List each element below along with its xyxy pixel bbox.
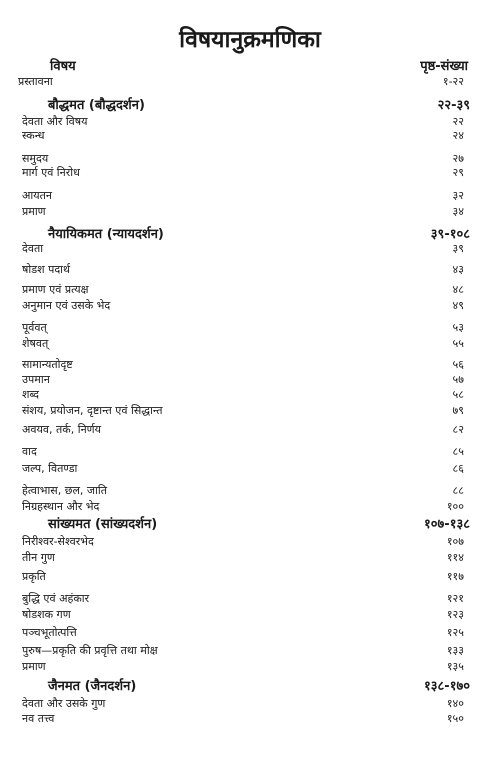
toc-entry-pages: २२ — [452, 115, 464, 128]
toc-entry-title: सामान्यतोदृष्ट — [22, 358, 73, 371]
toc-entry-title: नैयायिकमत (न्यायदर्शन) — [48, 227, 164, 242]
toc-entry-pages: २२-३९ — [437, 98, 470, 113]
toc-entry-title: प्रमाण — [22, 205, 46, 218]
toc-entry-pages: १०७-१३८ — [424, 517, 470, 532]
toc-entry — [0, 387, 500, 403]
toc-entry — [0, 204, 500, 220]
toc-entry-pages: २९ — [452, 166, 464, 179]
toc-entry — [0, 444, 500, 460]
toc-entry-pages: १३५ — [446, 660, 464, 673]
toc-entry-title: प्रस्तावना — [18, 75, 53, 88]
toc-entry-title: पुरुष—प्रकृति की प्रवृत्ति तथा मोक्ष — [22, 644, 158, 657]
toc-entry-title: वाद — [22, 445, 37, 458]
toc-entry — [0, 241, 500, 257]
toc-entry-title: हेत्वाभास, छल, जाति — [22, 484, 108, 497]
toc-entry-pages: १४० — [446, 697, 464, 710]
toc-entry-pages: ५८ — [452, 388, 464, 401]
toc-entry — [0, 188, 500, 204]
toc-entry-title: बुद्धि एवं अहंकार — [22, 592, 90, 605]
toc-entry — [0, 298, 500, 314]
toc-entry-title: अवयव, तर्क, निर्णय — [22, 423, 102, 436]
toc-entry-pages: २४ — [452, 129, 464, 142]
toc-entry-pages: ८५ — [452, 445, 464, 458]
toc-entry-pages: ३२ — [452, 189, 464, 202]
toc-entry — [0, 336, 500, 352]
toc-entry — [0, 403, 500, 419]
toc-entry-pages: ५३ — [452, 321, 464, 334]
toc-entry-pages: ५६ — [452, 358, 464, 371]
toc-entry-pages: ५७ — [452, 373, 464, 386]
toc-entry-pages: १०७ — [446, 535, 464, 548]
toc-entry-title: सांख्यमत (सांख्यदर्शन) — [48, 517, 158, 532]
toc-entry-pages: २७ — [452, 152, 464, 165]
toc-entry-title: शेषवत् — [22, 337, 49, 350]
toc-entry — [0, 696, 500, 712]
toc-entry — [0, 372, 500, 388]
toc-section-heading — [0, 97, 500, 115]
toc-entry-title: संशय, प्रयोजन, दृष्टान्त एवं सिद्धान्त — [22, 404, 163, 417]
toc-entry-pages: ११४ — [446, 551, 464, 564]
toc-entry-pages: ८२ — [452, 423, 464, 436]
toc-entry-pages: ११७ — [446, 570, 464, 583]
toc-entry-title: समुदय — [22, 152, 49, 165]
toc-section-heading — [0, 516, 500, 534]
toc-entry-pages: १३८-१७० — [424, 679, 470, 694]
toc-entry-title: षोडश पदार्थ — [22, 263, 71, 276]
toc-entry-title: उपमान — [22, 373, 50, 386]
toc-entry-title: शब्द — [22, 388, 39, 401]
toc-entry-title: प्रकृति — [22, 570, 46, 583]
toc-entry-title: प्रमाण एवं प्रत्यक्ष — [22, 283, 89, 296]
toc-entry-title: प्रमाण — [22, 660, 46, 673]
page-number-column-header: पृष्ठ-संख्या — [420, 59, 468, 74]
toc-entry-title: पूर्ववत् — [22, 321, 47, 334]
toc-entry-pages: ३९ — [452, 242, 464, 255]
toc-entry — [0, 357, 500, 373]
toc-entry-title: देवता और विषय — [22, 115, 88, 128]
toc-entry-pages: १-२२ — [442, 75, 464, 88]
toc-entry-pages: ४३ — [452, 263, 464, 276]
toc-entry-title: तीन गुण — [22, 551, 55, 564]
toc-entry — [0, 534, 500, 550]
toc-entry-title: नव तत्त्व — [22, 712, 55, 725]
toc-entry-title: जैनमत (जैनदर्शन) — [48, 679, 137, 694]
toc-entry-pages: ४९ — [452, 299, 464, 312]
page-title: विषयानुक्रमणिका — [179, 27, 321, 53]
toc-entry — [0, 625, 500, 641]
toc-entry — [0, 643, 500, 659]
toc-entry-title: आयतन — [22, 189, 52, 202]
toc-entry-pages: ७९ — [452, 404, 464, 417]
toc-entry — [0, 262, 500, 278]
toc-entry — [0, 320, 500, 336]
toc-entry — [0, 659, 500, 675]
toc-entry-title: षोडशक गण — [22, 608, 71, 621]
toc-entry-title: जल्प, वितण्डा — [22, 462, 78, 475]
toc-entry — [0, 711, 500, 727]
toc-entry — [0, 422, 500, 438]
toc-entry — [0, 483, 500, 499]
toc-entry — [0, 128, 500, 144]
toc-entry — [0, 591, 500, 607]
subject-column-header: विषय — [50, 59, 76, 74]
toc-entry-title: निग्रहस्थान और भेद — [22, 500, 100, 513]
toc-entry — [0, 74, 500, 90]
toc-entry-title: मार्ग एवं निरोध — [22, 166, 80, 179]
toc-entry-pages: ३९-१०८ — [430, 227, 470, 242]
toc-entry-pages: ८६ — [452, 462, 464, 475]
toc-entry-pages: ३४ — [452, 205, 464, 218]
toc-entry — [0, 607, 500, 623]
toc-entry-pages: १२५ — [446, 626, 464, 639]
toc-entry — [0, 165, 500, 181]
toc-entry-title: देवता — [22, 242, 44, 255]
toc-entry-pages: १०० — [446, 500, 464, 513]
toc-entry-pages: ५५ — [452, 337, 464, 350]
toc-entry-pages: ८८ — [452, 484, 464, 497]
toc-entry — [0, 569, 500, 585]
toc-entry — [0, 499, 500, 515]
toc-entry-title: बौद्धमत (बौद्धदर्शन) — [48, 98, 145, 113]
toc-entry — [0, 282, 500, 298]
toc-entry-pages: १२१ — [446, 592, 464, 605]
toc-entry-title: निरीश्वर-सेश्वरभेद — [22, 535, 94, 548]
toc-entry-title: अनुमान एवं उसके भेद — [22, 299, 111, 312]
toc-entry-title: देवता और उसके गुण — [22, 697, 106, 710]
toc-entry-pages: १५० — [446, 712, 464, 725]
toc-entry-pages: १२३ — [446, 608, 464, 621]
toc-entry-pages: ४८ — [452, 283, 464, 296]
toc-entry-title: स्कन्ध — [22, 129, 45, 142]
toc-entry-title: पञ्चभूतोत्पत्ति — [22, 626, 77, 639]
toc-entry — [0, 550, 500, 566]
toc-entry-pages: १३३ — [446, 644, 464, 657]
toc-entry — [0, 461, 500, 477]
toc-section-heading — [0, 678, 500, 696]
